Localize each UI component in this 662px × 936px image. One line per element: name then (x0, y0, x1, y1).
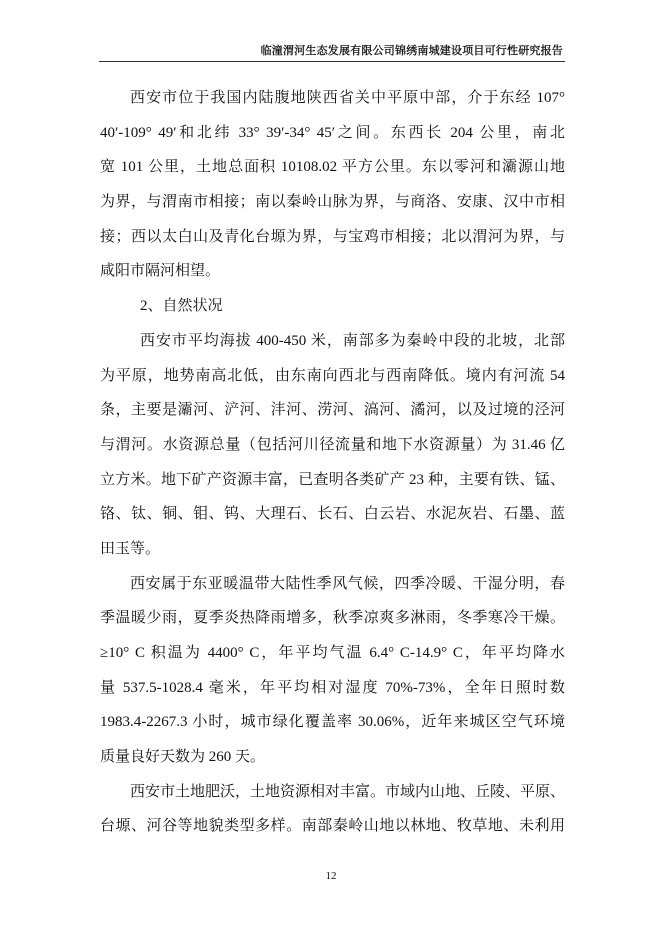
text-line: 西安市位于我国内陆腹地陕西省关中平原中部，介于东经 107° (130, 90, 565, 106)
text-line: 质量良好天数为 260 天。 (100, 749, 266, 766)
text-line: 西安市平均海拔 400-450 米，南部多为秦岭中段的北坡，北部 (140, 332, 565, 349)
text-line: 40′-109° 49′和北纬 33° 39′-34° 45′之间。东西长 204 公里，南北 (100, 124, 565, 141)
text-line: 宽 101 公里，土地总面积 10108.02 平方公里。东以零河和灞源山地 (100, 159, 565, 176)
text-line: 接；西以太白山及青化台塬为界，与宝鸡市相接；北以渭河为界，与 (100, 228, 565, 245)
header-divider (99, 61, 565, 62)
text-line: 立方米。地下矿产资源丰富，已查明各类矿产 23 种，主要有铁、锰、 (100, 471, 565, 488)
text-line: 1983.4-2267.3 小时，城市绿化覆盖率 30.06%，近年来城区空气环境 (100, 714, 565, 731)
text-line: 为界，与渭南市相接；南以秦岭山脉为界，与商洛、安康、汉中市相 (100, 194, 565, 211)
page-number: 12 (325, 870, 337, 882)
text-line: 咸阳市隔河相望。 (100, 263, 221, 280)
text-line: 与渭河。水资源总量（包括河川径流量和地下水资源量）为 31.46 亿 (100, 436, 565, 453)
text-line: 田玉等。 (100, 540, 161, 557)
text-line: 西安市土地肥沃，土地资源相对丰富。市域内山地、丘陵、平原、 (130, 783, 565, 800)
running-header: 临潼渭河生态发展有限公司锦绣南城建设项目可行性研究报告 (260, 45, 563, 57)
text-line: 量 537.5-1028.4 毫米，年平均相对湿度 70%-73%，全年日照时数 (100, 679, 565, 696)
text-line: 为平原，地势南高北低，由东南向西北与西南降低。境内有河流 54 (100, 367, 565, 384)
text-line: 条，主要是灞河、浐河、沣河、涝河、滈河、潏河，以及过境的泾河 (100, 402, 565, 419)
text-line: 季温暖少雨，夏季炎热降雨增多，秋季凉爽多淋雨，冬季寒冷干燥。 (100, 610, 565, 627)
document-body (100, 81, 565, 844)
text-line: 西安属于东亚暖温带大陆性季风气候，四季冷暖、干湿分明，春 (130, 575, 565, 592)
text-line: 铬、钛、铜、钼、钨、大理石、长石、白云岩、水泥灰岩、石墨、蓝 (100, 506, 565, 523)
text-line: 台塬、河谷等地貌类型多样。南部秦岭山地以林地、牧草地、未利用 (100, 818, 565, 835)
section-heading: 2、自然状况 (140, 298, 223, 315)
text-line: ≥10° C 积温为 4400° C，年平均气温 6.4° C-14.9° C，年平均降水 (100, 645, 565, 661)
